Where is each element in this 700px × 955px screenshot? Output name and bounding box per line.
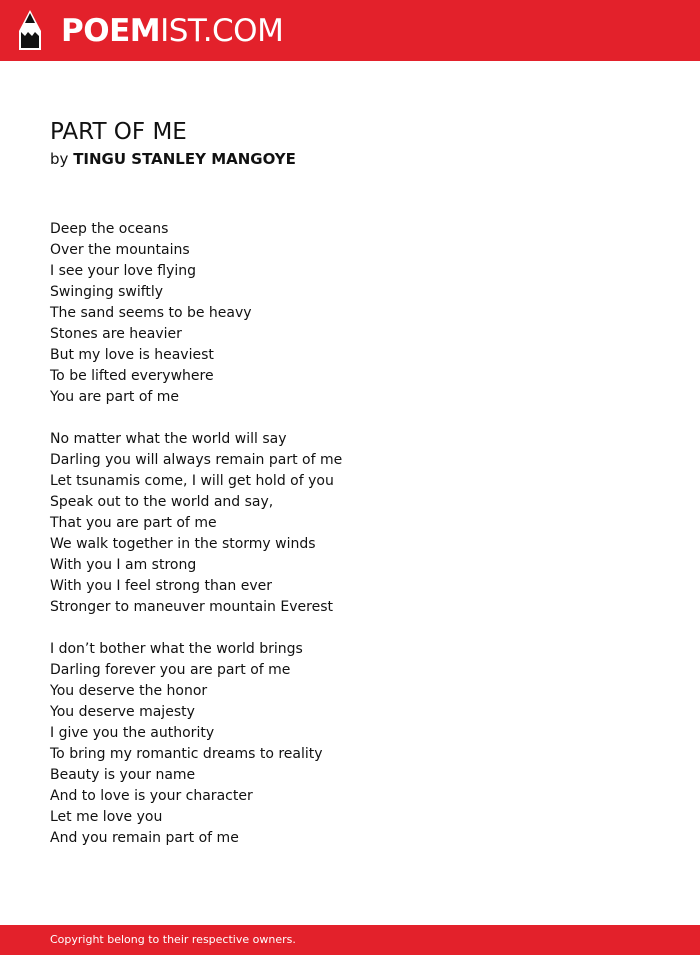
site-header: [0, 0, 700, 61]
poem-line: We walk together in the stormy winds: [50, 536, 316, 552]
poem-line: Speak out to the world and say,: [50, 494, 274, 510]
stanza: [50, 429, 650, 618]
copyright-notice: Copyright belong to their respective owners.: [50, 933, 296, 946]
poem-line: And you remain part of me: [50, 830, 239, 846]
stanza: [50, 219, 650, 408]
poem-line: To be lifted everywhere: [50, 368, 214, 384]
poem-line: That you are part of me: [50, 515, 217, 531]
poem-byline: [50, 150, 296, 168]
poem-line: Beauty is your name: [50, 767, 196, 783]
poem-line: To bring my romantic dreams to reality: [50, 746, 323, 762]
poem-line: Stronger to maneuver mountain Everest: [50, 599, 333, 615]
poem-line: Darling you will always remain part of me: [50, 452, 343, 468]
poem-line: No matter what the world will say: [50, 431, 287, 447]
logo-light-text: IST.COM: [160, 13, 284, 49]
logo-bold-text: POEM: [61, 13, 161, 49]
poem-line: You are part of me: [50, 389, 180, 405]
poem-line: And to love is your character: [50, 788, 253, 804]
poem-line: You deserve the honor: [50, 683, 208, 699]
poem-line: The sand seems to be heavy: [50, 305, 252, 321]
poem-line: Let tsunamis come, I will get hold of you: [50, 473, 334, 489]
poem-line: I see your love flying: [50, 263, 197, 279]
poem-body: [50, 219, 650, 870]
poem-line: Let me love you: [50, 809, 163, 825]
stanza: [50, 639, 650, 849]
poem-line: You deserve majesty: [50, 704, 195, 720]
site-logo[interactable]: [61, 12, 283, 50]
site-footer: [0, 925, 700, 955]
poem-line: With you I am strong: [50, 557, 197, 573]
poem-line: But my love is heaviest: [50, 347, 214, 363]
poem-line: Over the mountains: [50, 242, 190, 258]
poem-author: TINGU STANLEY MANGOYE: [73, 150, 296, 168]
poem-line: I give you the authority: [50, 725, 215, 741]
poem-title: PART OF ME: [50, 119, 187, 145]
poem-line: Stones are heavier: [50, 326, 182, 342]
pencil-tip-icon: [17, 9, 43, 51]
poem-line: Darling forever you are part of me: [50, 662, 291, 678]
poem-line: Swinging swiftly: [50, 284, 164, 300]
poem-line: I don’t bother what the world brings: [50, 641, 303, 657]
by-label: by: [50, 150, 69, 168]
poem-line: With you I feel strong than ever: [50, 578, 273, 594]
poem-line: Deep the oceans: [50, 221, 169, 237]
